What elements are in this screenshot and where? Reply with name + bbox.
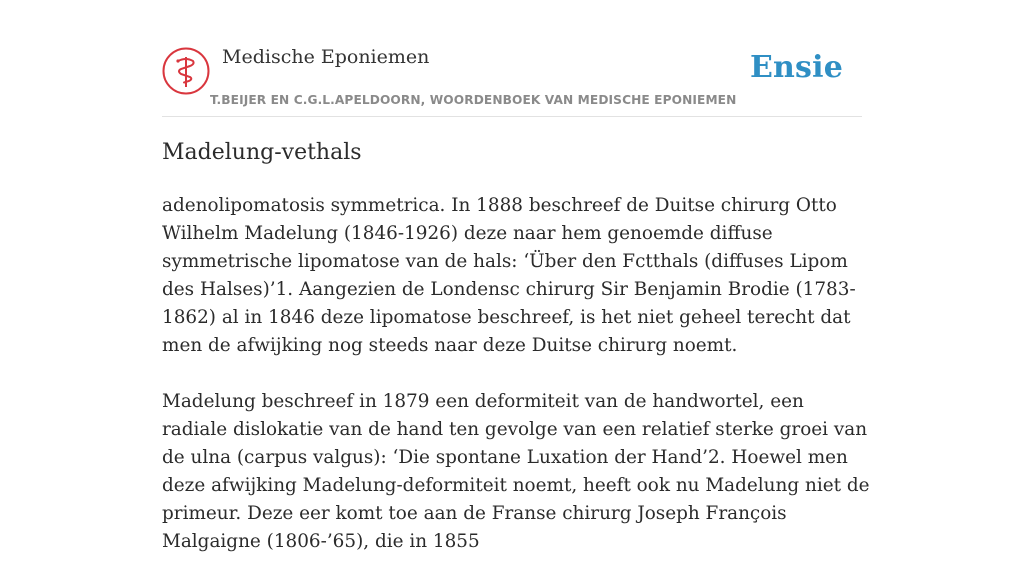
paragraph: Madelung beschreef in 1879 een deformiteit van de handwortel, een radiale dislokatie van de hand ten gevolge van een relatief sterke groei van de ulna (carpus valgus): ‘Die spontane Luxation der Hand’2. Hoewel men deze afwijking Madelung-deformiteit noemt, heeft ook nu Madelung niet de primeur. Deze eer komt toe aan de Franse chirurg Joseph François Malgaigne (1806-’65), die in 1855 bbox=[162, 391, 870, 552]
entry-body bbox=[162, 192, 874, 584]
page bbox=[162, 0, 870, 552]
entry-title: Madelung-vethals bbox=[162, 140, 362, 165]
site-title[interactable]: Medische Eponiemen bbox=[222, 46, 430, 68]
paragraph: adenolipomatosis symmetrica. In 1888 beschreef de Duitse chirurg Otto Wilhelm Madelung (1846-1926) deze naar hem genoemde diffuse symmetrische lipomatose van de hals: ‘Über den Fctthals (diffuses Lipom des Halses)’1. Aangezien de Londensc chirurg Sir Benjamin Brodie (1783-1862) al in 1846 deze lipomatose beschreef, is het niet geheel terecht dat men de afwijking nog steeds naar deze Duitse chirurg noemt. bbox=[162, 195, 856, 356]
source-attribution: T.BEIJER EN C.G.L.APELDOORN, WOORDENBOEK VAN MEDISCHE EPONIEMEN bbox=[210, 93, 737, 107]
brand-logo[interactable]: Ensie bbox=[749, 50, 843, 85]
header bbox=[162, 0, 862, 117]
caduceus-icon[interactable] bbox=[162, 47, 210, 95]
